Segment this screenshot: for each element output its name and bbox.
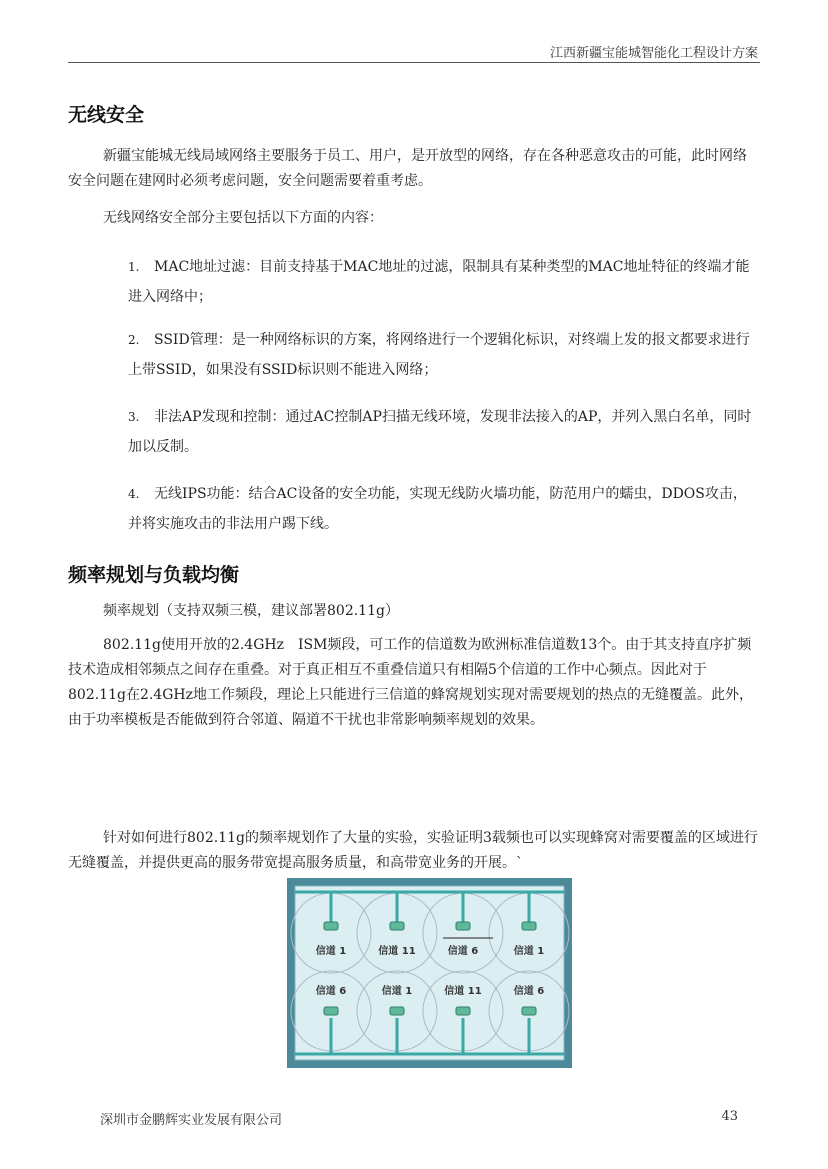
- list-text: MAC地址过滤：目前支持基于MAC地址的过滤，限制具有某种类型的MAC地址特征的终端才能进入网络中；: [128, 259, 750, 305]
- list-number: 4.: [128, 487, 140, 501]
- channel-label: 信道 6: [447, 946, 479, 957]
- channel-label: 信道 1: [315, 946, 347, 957]
- footer-company: 深圳市金鹏辉实业发展有限公司: [100, 1113, 283, 1128]
- list-text: 非法AP发现和控制：通过AC控制AP扫描无线环境，发现非法接入的AP，并列入黑白名单，同时加以反制。: [128, 409, 752, 455]
- list-item: [128, 402, 758, 462]
- channel-label: 信道 11: [378, 946, 416, 957]
- paragraph: 无线网络安全部分主要包括以下方面的内容：: [103, 210, 383, 226]
- paragraph: 802.11g使用开放的2.4GHz ISM频段，可工作的信道数为欧洲标准信道数13个。由于其支持直序扩频技术造成相邻频点之间存在重叠。对于真正相互不重叠信道只有相隔5个信道的工作中心频点。因此对于802.11g在2.4GHz地工作频段，理论上只能进行三信道的蜂窝规划实现对需要规划的热点的无缝覆盖。此外，由于功率模板是否能做到符合邻道、隔道不干扰也非常影响频率规划的效果。: [68, 637, 753, 728]
- list-item: [128, 479, 758, 539]
- paragraph: 针对如何进行802.11g的频率规划作了大量的实验，实验证明3载频也可以实现蜂窝对需要覆盖的区域进行无缝覆盖，并提供更高的服务带宽提高服务质量，和高带宽业务的开展。`: [68, 830, 758, 871]
- channel-label: 信道 1: [381, 986, 413, 997]
- list-number: 3.: [128, 410, 140, 424]
- channel-label: 信道 11: [444, 986, 482, 997]
- paragraph: 新疆宝能城无线局域网络主要服务于员工、用户，是开放型的网络，存在各种恶意攻击的可能，此时网络安全问题在建网时必须考虑问题，安全问题需要着重考虑。: [68, 148, 747, 189]
- list-number: 2.: [128, 333, 140, 347]
- channel-label: 信道 6: [513, 986, 545, 997]
- section-heading-wireless-security: 无线安全: [68, 104, 145, 126]
- channel-label: 信道 6: [315, 986, 347, 997]
- channel-planning-figure: [287, 878, 572, 1068]
- list-item: [128, 252, 758, 312]
- list-text: 无线IPS功能：结合AC设备的安全功能，实现无线防火墙功能，防范用户的蠕虫，DDOS攻击，并将实施攻击的非法用户踢下线。: [128, 486, 747, 532]
- section-heading-frequency-planning: 频率规划与负载均衡: [68, 564, 240, 586]
- list-number: 1.: [128, 260, 140, 274]
- paragraph: 频率规划（支持双频三模，建议部署802.11g）: [103, 603, 399, 619]
- list-item: [128, 325, 758, 385]
- channel-label: 信道 1: [513, 946, 545, 957]
- header-title: 江西新疆宝能城智能化工程设计方案: [549, 46, 758, 61]
- header-rule: [68, 62, 760, 63]
- page-number: 43: [721, 1109, 738, 1124]
- channel-diagram: [287, 878, 572, 1068]
- list-text: SSID管理：是一种网络标识的方案，将网络进行一个逻辑化标识，对终端上发的报文都要求进行上带SSID，如果没有SSID标识则不能进入网络；: [128, 332, 750, 378]
